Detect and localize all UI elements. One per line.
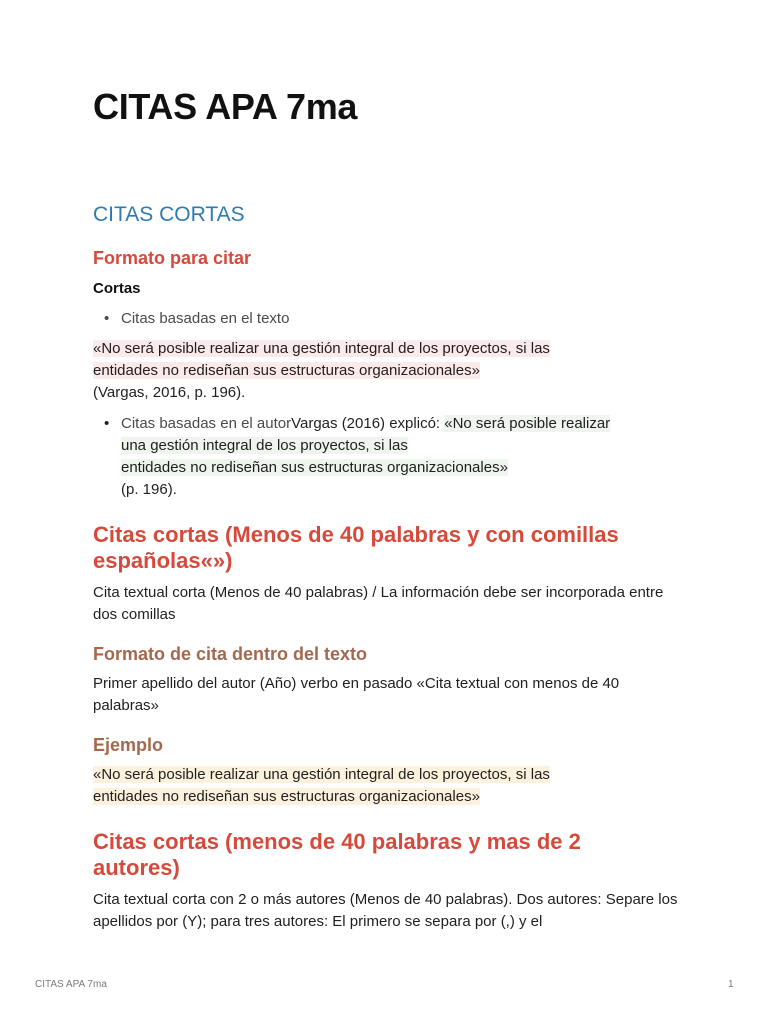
format-text: Primer apellido del autor (Año) verbo en pasado «Cita textual con menos de 40 palabras» bbox=[93, 675, 620, 714]
bullet-2-quote-line-2: una gestión integral de los proyectos, si las bbox=[121, 437, 408, 454]
heading-menos-40: Citas cortas (Menos de 40 palabras y con comillas españolas«») bbox=[93, 522, 619, 573]
bullet-dot: • bbox=[104, 415, 110, 432]
footer-title: CITAS APA 7ma bbox=[35, 979, 107, 990]
bullet-2-quote-line-3: entidades no rediseñan sus estructuras organizacionales» bbox=[121, 459, 508, 476]
document-title: CITAS APA 7ma bbox=[93, 86, 358, 127]
heading-mas-2-autores: Citas cortas (menos de 40 palabras y mas de 2 autores) bbox=[93, 829, 581, 880]
reference-2: (p. 196). bbox=[121, 481, 177, 498]
bullet-dot: • bbox=[104, 310, 110, 327]
bullet-2-author: Vargas (2016) explicó: bbox=[291, 415, 445, 432]
bullet-2-quote-line-1: «No será posible realizar bbox=[444, 415, 611, 432]
quote-1-line-2: entidades no rediseñan sus estructuras organizacionales» bbox=[93, 362, 480, 379]
bullet-citas-texto bbox=[104, 308, 691, 330]
reference-1: (Vargas, 2016, p. 196). bbox=[93, 384, 246, 401]
example-line-1: «No será posible realizar una gestión integral de los proyectos, si las bbox=[93, 766, 550, 783]
bullet-citas-autor bbox=[104, 413, 691, 501]
quote-block-1 bbox=[93, 338, 683, 404]
description-menos-40: Cita textual corta (Menos de 40 palabras) / La información debe ser incorporada entre dos comillas bbox=[93, 584, 664, 623]
footer-page-number: 1 bbox=[728, 979, 734, 990]
bullet-text: Citas basadas en el texto bbox=[121, 310, 290, 327]
description-mas-2-autores: Cita textual corta con 2 o más autores (Menos de 40 palabras). Dos autores: Separe los apellidos por (Y); para tres autores: El primero se separa por (,) y el bbox=[93, 891, 678, 930]
example-quote bbox=[93, 764, 683, 808]
heading-citas-cortas: CITAS CORTAS bbox=[93, 203, 245, 226]
heading-formato-cita: Formato de cita dentro del texto bbox=[93, 644, 368, 664]
bullet-2-prefix: Citas basadas en el autor bbox=[121, 415, 292, 432]
label-cortas: Cortas bbox=[93, 280, 141, 297]
example-line-2: entidades no rediseñan sus estructuras organizacionales» bbox=[93, 788, 480, 805]
heading-ejemplo: Ejemplo bbox=[93, 735, 164, 755]
heading-formato-para-citar: Formato para citar bbox=[93, 248, 252, 268]
quote-1-line-1: «No será posible realizar una gestión integral de los proyectos, si las bbox=[93, 340, 550, 357]
